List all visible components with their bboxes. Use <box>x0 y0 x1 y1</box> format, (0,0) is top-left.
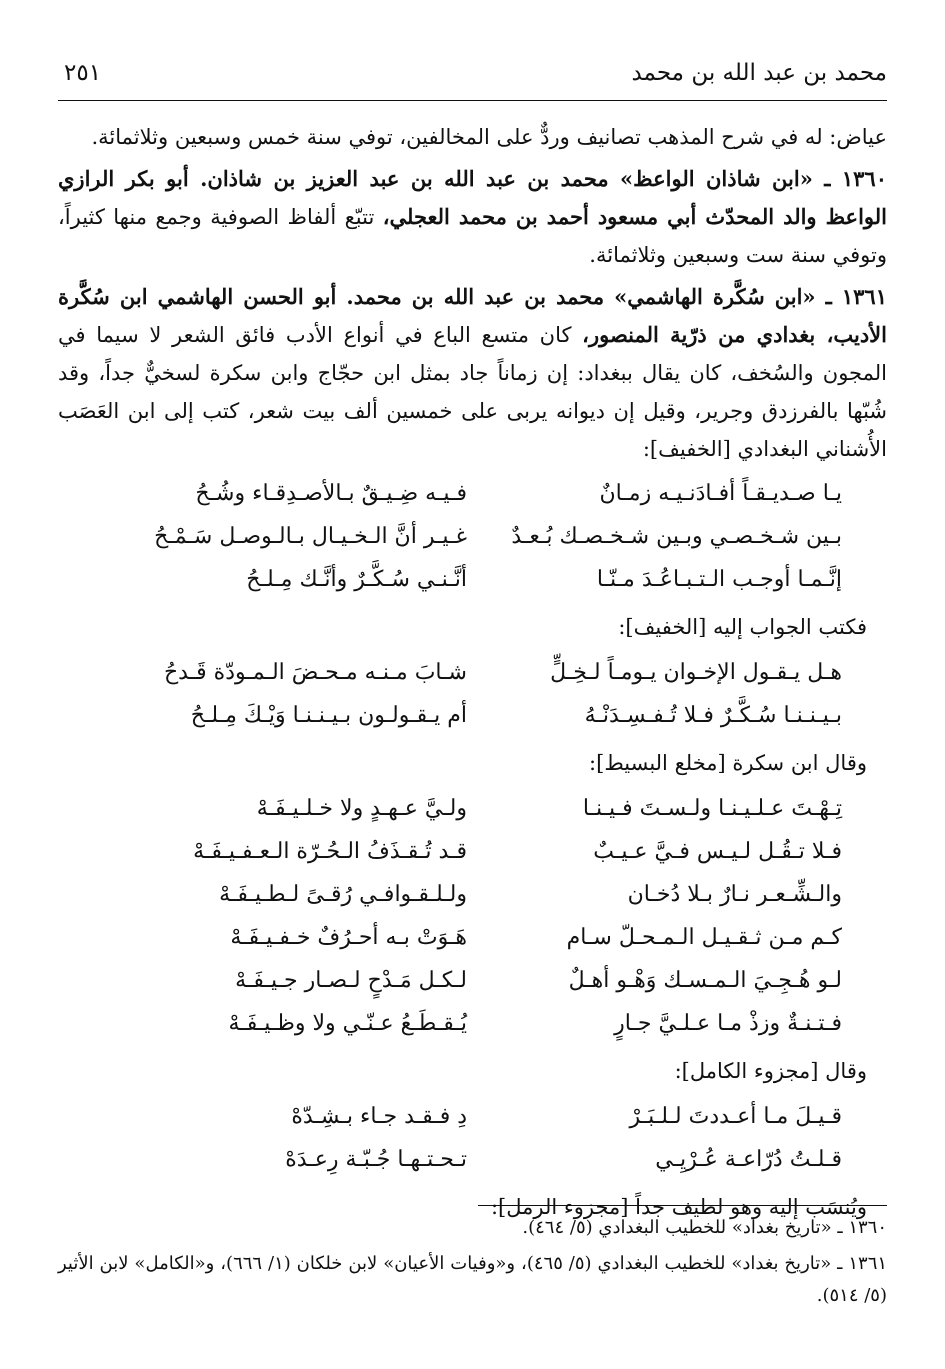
verse-first-hemistich: بـين شـخـصـي وبـين شـخـصـك بُـعـدٌ <box>511 524 842 549</box>
footnote-1361: ١٣٦١ ـ «تاريخ بغداد» للخطيب البغدادي (٥/ ٤٦٥)، و«وفيات الأعيان» لابن خلكان (١/ ٦٦٦)، و«الكامل» لابن الأثير (٥/ ٥١٤). <box>58 1253 888 1306</box>
poem-khafif-1 <box>58 472 887 601</box>
page-header <box>58 60 887 94</box>
entry-1361 <box>58 278 887 468</box>
verse <box>58 515 887 558</box>
poem-intro: وقال [مجزوء الكامل]: <box>674 1059 867 1083</box>
header-rule <box>58 100 887 101</box>
verse-second-hemistich: هَـوَتْ بـه أحـرُفٌ خـفـيـفَـهْ <box>230 925 467 950</box>
verse <box>58 472 887 515</box>
paragraph-continuation: عياض: له في شرح المذهب تصانيف وردٌّ على المخالفين، توفي سنة خمس وسبعين وثلاثمائة. <box>91 125 887 149</box>
verse <box>58 651 887 694</box>
verse-second-hemistich: لـكـل مَـدْحٍ لـصـار جـيـفَـهْ <box>235 968 467 993</box>
verse <box>58 873 887 916</box>
poem-intro: وقال ابن سكرة [مخلع البسيط]: <box>589 751 867 775</box>
entry-1360-text: تتبّع ألفاظ الصوفية وجمع منها كثيراً، وتوفي سنة ست وسبعين وثلاثمائة. <box>58 205 887 267</box>
verse <box>58 959 887 1002</box>
verse <box>58 558 887 601</box>
verse-first-hemistich: هـل يـقـول الإخـوان يـومـاً لـخِـلٍّ <box>550 660 842 685</box>
verse-second-hemistich: شـابَ مـنـه مـحـضَ الـمـودّة قَـدحُ <box>163 660 467 685</box>
verse-first-hemistich: قـيـلَ مـا أعـددتَ لـلـبَـرْ <box>629 1104 842 1129</box>
footnote-1360: ١٣٦٠ ـ «تاريخ بغداد» للخطيب البغدادي (٥/ ٤٦٤). <box>522 1217 887 1238</box>
verse-second-hemistich: أم يـقـولـون بـيـنـنـا وَيْـكَ مِـلـحُ <box>190 703 467 728</box>
entry-1361-text: كان متسع الباع في أنواع الأدب فائق الشعر لا سيما في المجون والسُخف، كان يقال ببغداد: إن زماناً جاد بمثل ابن حجّاج وابن سكرة لسخيٌّ جداً، وقد شُبّها بالفرزدق وجرير، وقيل إن ديوانه يربى على خمسين ألف بيت شعر، كتب إلى ابن العَصَب الأُشناني البغدادي [الخفيف]: <box>58 323 887 461</box>
verse-second-hemistich: دِ فـقـد جـاء بـشِـدّهْ <box>291 1104 467 1129</box>
poem-majzu-kamil <box>58 1095 887 1181</box>
verse-first-hemistich: كـم مـن ثـقـيـل الـمـحـلّ سـام <box>566 925 842 950</box>
page-body <box>58 118 887 1227</box>
entry-1360 <box>58 160 887 274</box>
verse-second-hemistich: ولـلـقـوافـي رُقـىً لـطـيـفَـهْ <box>219 882 467 907</box>
verse-second-hemistich: يُـقـطَـعُ عـنّـي ولا وظـيـفَـهْ <box>228 1011 467 1036</box>
verse-second-hemistich: أنَّـنـي سُـكَّـرٌ وأنَّـك مِـلـحُ <box>246 567 467 592</box>
verse <box>58 1095 887 1138</box>
verse <box>58 694 887 737</box>
verse-second-hemistich: فـيـه ضِـيـقٌ بـالأصـدِقـاء وشُـحُ <box>195 481 467 506</box>
poem-intro: ويُنسَب إليه وهو لطيف جداً [مجزوء الرمل]: <box>490 1195 867 1219</box>
verse-first-hemistich: والـشِّـعـر نـارٌ بـلا دُخـان <box>627 882 842 907</box>
verse-first-hemistich: بـيـنـنـا سُـكَّـرٌ فـلا تُـفـسِـدَنْـهُ <box>584 703 842 728</box>
verse <box>58 916 887 959</box>
verse <box>58 1002 887 1045</box>
verse-first-hemistich: قـلـتُ دُرّاعـة عُـرْيِـي <box>655 1147 842 1172</box>
verse-first-hemistich: فـتـنـةٌ وزذْ مـا عـلـيَّ جـارٍ <box>614 1011 842 1036</box>
poem-khafif-2 <box>58 651 887 737</box>
entry-1360-heading: ١٣٦٠ ـ «ابن شاذان الواعظ» محمد بن عبد الله بن عبد العزيز بن شاذان. أبو بكر الرازي الواعظ والد المحدّث أبي مسعود أحمد بن محمد العجلي، <box>58 166 887 229</box>
verse-first-hemistich: لـو هُـجِـيَ الـمـسـك وَهْـو أهـلٌ <box>568 968 842 993</box>
verse-second-hemistich: تـحـتـهـا جُـبّـة رِعـدَهْ <box>285 1147 467 1172</box>
verse <box>58 830 887 873</box>
verse-first-hemistich: فـلا تـقُـل لـيـس فـيَّ عـيـبٌ <box>593 839 842 864</box>
verse-second-hemistich: غـيـر أنَّ الـخـيـال بـالـوصـل سَـمْـحُ <box>154 524 467 549</box>
verse-second-hemistich: قـد تُـقـذَفُ الـحُـرّة الـعـفـيـفَـهْ <box>193 839 467 864</box>
running-title: محمد بن عبد الله بن محمد <box>631 60 887 86</box>
entry-1361-heading: ١٣٦١ ـ «ابن سُكَّرة الهاشمي» محمد بن عبد الله بن محمد. أبو الحسن الهاشمي ابن سُكَّرة الأديب، بغدادي من ذرّية المنصور، <box>58 284 887 347</box>
footnote-rule <box>478 1205 887 1206</box>
poem-mukhalla-basit <box>58 787 887 1045</box>
page-number: ٢٥١ <box>64 60 102 86</box>
footnotes <box>58 1212 887 1316</box>
verse-first-hemistich: يـا صـديـقـاً أفـادَنـيـه زمـانٌ <box>599 481 842 506</box>
verse-second-hemistich: ولـيَّ عـهـدٍ ولا خـلـيـفَـهْ <box>256 796 467 821</box>
verse <box>58 787 887 830</box>
poem-intro: فكتب الجواب إليه [الخفيف]: <box>618 615 867 639</box>
verse-first-hemistich: إنَّـمـا أوجـب الـتـبـاعُـدَ مـنّـا <box>596 567 842 592</box>
verse <box>58 1138 887 1181</box>
verse-first-hemistich: تِـهْـتَ عـلـيـنـا ولـسـتَ فـيـنـا <box>582 796 842 821</box>
